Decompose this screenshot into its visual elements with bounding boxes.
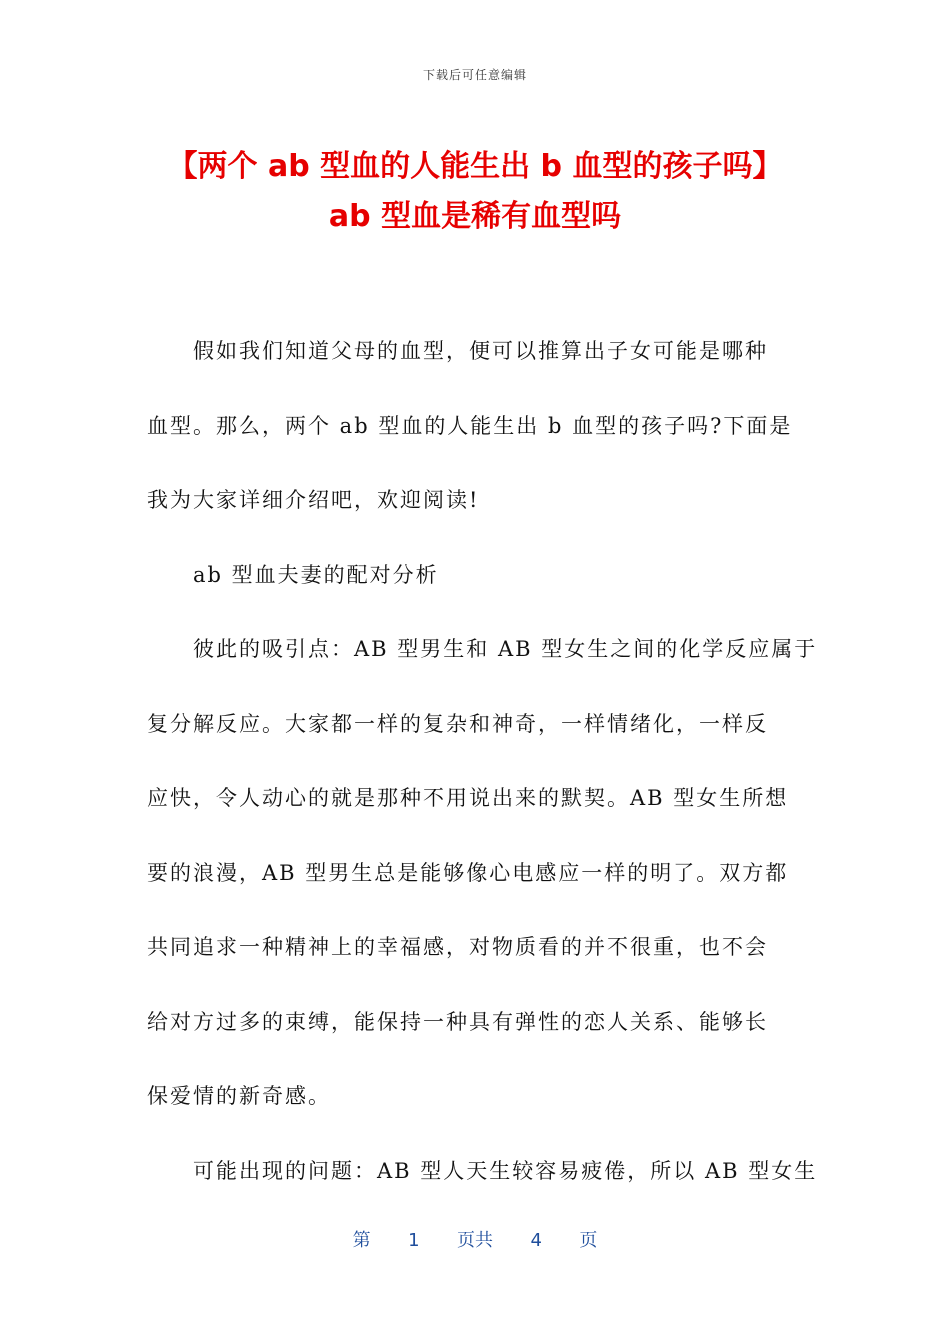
footer-suffix: 页 [579,1230,598,1251]
header-note: 下载后可任意编辑 [422,68,527,82]
footer-current-page: 1 [408,1230,420,1251]
paragraph-line: 彼此的吸引点：AB 型男生和 AB 型女生之间的化学反应属于 [193,637,818,661]
paragraph-line: 血型。那么，两个 ab 型血的人能生出 b 血型的孩子吗?下面是 [147,413,793,438]
paragraph-line: 可能出现的问题：AB 型人天生较容易疲倦，所以 AB 型女生 [193,1158,818,1183]
footer-middle: 页共 [457,1230,493,1251]
paragraph-line: 我为大家详细介绍吧，欢迎阅读! [147,488,480,512]
footer-total-pages: 4 [530,1230,542,1251]
paragraph-line: 给对方过多的束缚，能保持一种具有弹性的恋人关系、能够长 [147,1009,768,1034]
paragraph-line: ab 型血夫妻的配对分析 [193,562,439,587]
section-heading [147,538,807,613]
paragraph-line: 应快，令人动心的就是那种不用说出来的默契。AB 型女生所想 [147,786,789,810]
paragraph-line: 复分解反应。大家都一样的复杂和神奇，一样情绪化，一样反 [147,711,768,736]
paragraph-line: 假如我们知道父母的血型，便可以推算出子女可能是哪种 [193,339,768,363]
paragraph-line: 要的浪漫，AB 型男生总是能够像心电感应一样的明了。双方都 [147,860,789,885]
title-line-1: 【两个 ab 型血的人能生出 b 血型的孩子吗】 [167,149,783,184]
page-footer [0,1226,950,1252]
document-title [60,142,890,242]
paragraph-intro [147,314,807,538]
paragraph-attraction [147,612,818,1134]
title-line-2: ab 型血是稀有血型吗 [328,199,622,234]
footer-prefix: 第 [352,1230,371,1251]
paragraph-line: 共同追求一种精神上的幸福感，对物质看的并不很重，也不会 [147,935,768,959]
paragraph-line: 保爱情的新奇感。 [147,1084,331,1108]
paragraph-problems [147,1134,818,1209]
document-body [147,314,818,1208]
